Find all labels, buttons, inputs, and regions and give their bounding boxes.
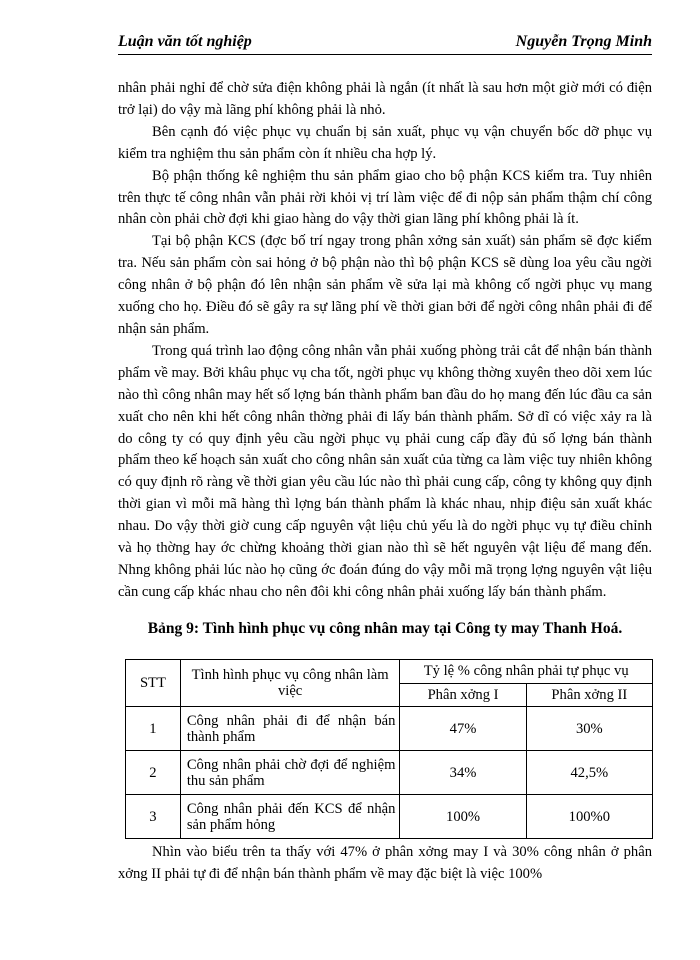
paragraph: nhân phải nghỉ để chờ sửa điện không phải là ngắn (ít nhất là sau hơn một giờ mới có điện trở lại) do vậy mà lãng phí không phải là nhỏ. [118,80,652,118]
cell-stt: 1 [126,707,181,751]
cell-value-1: 100% [400,795,526,839]
cell-value-2: 100%0 [526,795,652,839]
paragraph: Bộ phận thống kê nghiệm thu sản phẩm giao cho bộ phận KCS kiểm tra. Tuy nhiên trên thực tế công nhân vẫn phải rời khỏi vị trí làm việc để đi nộp sản phẩm thậm chí công nhân còn phải chờ đợi khi giao hàng do vậy thời gian lãng phí không phải là ít. [118,167,652,228]
cell-desc: Công nhân phải chờ đợi để nghiệm thu sản phẩm [180,751,400,795]
table-title: Bảng 9: Tình hình phục vụ công nhân may tại Công ty may Thanh Hoá. [147,620,623,637]
cell-value-2: 42,5% [526,751,652,795]
table-row [126,707,653,751]
closing-paragraph: Nhìn vào biểu trên ta thấy với 47% ở phân xởng may I và 30% công nhân ở phân xởng II phải tự đi để nhận bán thành phẩm về may đặc biệt là việc 100% [118,844,652,882]
col-sub2-header: Phân xởng II [526,683,652,707]
cell-value-2: 30% [526,707,652,751]
header-author-name: Nguyễn Trọng Minh [515,33,652,50]
table-header-row [126,660,653,684]
paragraph: Tại bộ phận KCS (đợc bố trí ngay trong phân xởng sản xuất) sản phẩm sẽ đợc kiểm tra. Nếu sản phẩm còn sai hỏng ở bộ phận nào thì bộ phận KCS sẽ dùng loa yêu cầu ngời công nhân ở bộ phận đó lên nhận sản phẩm về sửa lại mà không cố ngời phục vụ mang xuống cho họ. Điều đó sẽ gây ra sự lãng phí về thời gian bởi để ngời công nhân phải đi để nhận sản phẩm. [118,233,652,337]
col-sub1-header: Phân xởng I [400,683,526,707]
closing-paragraph-container [118,842,652,886]
col-desc-header: Tình hình phục vụ công nhân làm việc [180,660,400,707]
service-table [125,659,653,839]
body-text [118,78,652,604]
cell-stt: 2 [126,751,181,795]
cell-value-1: 34% [400,751,526,795]
col-group-header: Tỷ lệ % công nhân phải tự phục vụ [400,660,653,684]
cell-stt: 3 [126,795,181,839]
cell-desc: Công nhân phải đến KCS để nhận sản phẩm hỏng [180,795,400,839]
table-row [126,751,653,795]
page-header [118,32,652,55]
col-stt-header: STT [126,660,181,707]
paragraph: Bên cạnh đó việc phục vụ chuẩn bị sản xuất, phục vụ vận chuyển bốc dỡ phục vụ kiểm tra nghiệm thu sản phẩm còn ít nhiều cha hợp lý. [118,123,652,162]
header-thesis-label: Luận văn tốt nghiệp [118,33,252,50]
cell-value-1: 47% [400,707,526,751]
cell-desc: Công nhân phải đi để nhận bán thành phẩm [180,707,400,751]
paragraph: Trong quá trình lao động công nhân vẫn phải xuống phòng trải cắt để nhận bán thành phẩm về may. Bởi khâu phục vụ cha tốt, ngời phục vụ không thờng xuyên theo dõi xem lúc nào thì công nhân may hết số lợng bán thành phẩm ban đầu do họ mang đến lúc đầu ca sản xuất cho nên khi hết công nhân thờng phải đi lấy bán thành phẩm. Sở dĩ có việc xảy ra là do công ty có quy định yêu cầu ngời phục vụ phải cung cấp đầy đủ số lợng bán thành phẩm theo kế hoạch sản xuất cho công nhân sản xuất của từng ca làm việc tuy nhiên không có quy định rõ ràng về thời gian yêu cầu lúc nào thì phải cung cấp, công ty không quy định thời gian vì mỗi mã hàng thì lợng bán thành phẩm là khác nhau, nhịp điệu sản xuất khác nhau. Do vậy thời giờ cung cấp nguyên vật liệu chủ yếu là do ngời phục vụ tự điều chỉnh và họ thờng hay ớc chừng khoảng thời gian nào thì sẽ hết nguyên vật liệu để mang đến. Nhng không phải lúc nào họ cũng ớc đoán đúng do vậy mỗi mã trọng lợng nguyên vật liệu cần cung cấp khác nhau cho nên đôi khi công nhân phải xuống lấy bán thành phẩm. [118,342,652,600]
table-row [126,795,653,839]
